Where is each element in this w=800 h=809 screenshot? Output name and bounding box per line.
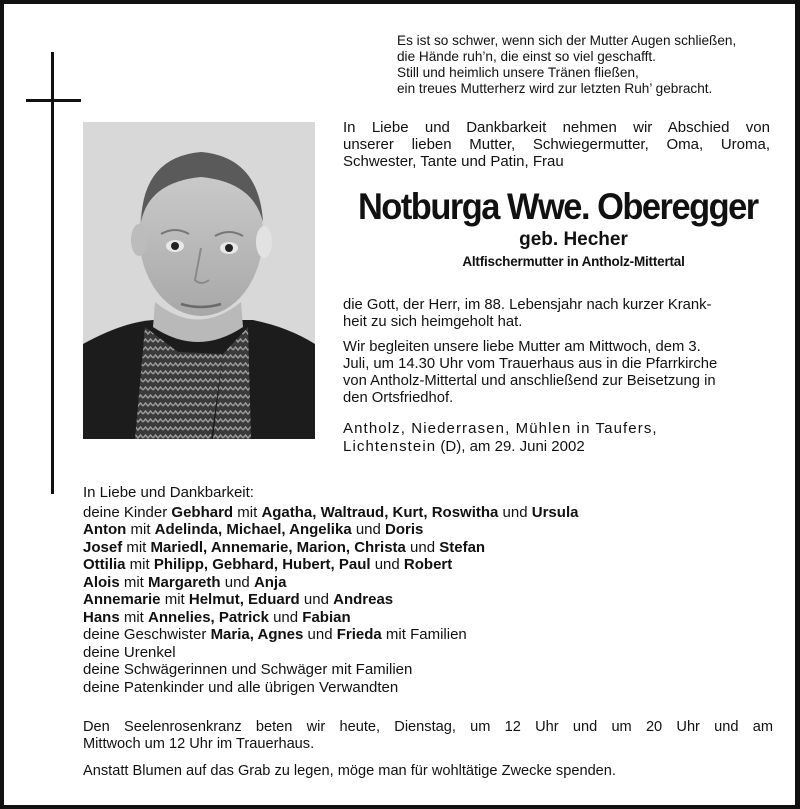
- funeral-line: Wir begleiten unsere liebe Mutter am Mittwoch, dem 3.: [343, 339, 701, 355]
- family-row: [83, 609, 683, 627]
- date-text: (D), am 29. Juni 2002: [436, 438, 585, 455]
- family-names-bold: Ursula: [531, 503, 579, 521]
- family-row: [83, 539, 683, 557]
- family-text: und: [220, 573, 254, 591]
- funeral-notice: [343, 339, 770, 407]
- funeral-line: Juli, um 14.30 Uhr vom Trauerhaus aus in die Pfarrkirche: [343, 356, 718, 372]
- family-header: In Liebe und Dankbarkeit:: [83, 484, 254, 501]
- family-text: deine Geschwister: [83, 626, 211, 643]
- family-text: und: [405, 538, 440, 556]
- maiden-name: geb. Hecher: [519, 229, 628, 250]
- family-text: mit Familien: [381, 626, 467, 643]
- family-text: und: [299, 591, 334, 608]
- family-text: und: [303, 626, 337, 643]
- funeral-line: den Ortsfriedhof.: [343, 390, 454, 406]
- family-names-bold: Anton: [83, 521, 127, 538]
- rosary-line: Mittwoch um 12 Uhr im Trauerhaus.: [83, 736, 315, 752]
- family-text: deine Urenkel: [83, 643, 176, 661]
- family-names-bold: Hans: [83, 608, 120, 626]
- place-line: Antholz, Niederrasen, Mühlen in Taufers,: [343, 420, 658, 437]
- death-notice: [343, 297, 770, 331]
- family-text: mit: [125, 556, 154, 573]
- family-names-bold: Stefan: [439, 538, 486, 556]
- family-names-bold: Andreas: [333, 591, 394, 608]
- rosary-line: Den Seelenrosenkranz beten wir heute, Dienstag, um 12 Uhr und um 20 Uhr und am: [83, 719, 773, 735]
- family-names-bold: Anja: [253, 573, 287, 591]
- death-line: die Gott, der Herr, im 88. Lebensjahr nach kurzer Krank-: [343, 297, 712, 313]
- family-text: mit: [160, 591, 189, 608]
- family-row: [83, 679, 683, 697]
- family-text: mit: [122, 538, 151, 556]
- family-names-bold: Gebhard: [171, 503, 234, 521]
- portrait-photo: [83, 122, 315, 439]
- family-row: [83, 574, 683, 592]
- family-text: und: [498, 503, 532, 521]
- family-text: deine Patenkinder und alle übrigen Verwandten: [83, 678, 399, 696]
- intro-line: unserer lieben Mutter, Schwiegermutter, Oma, Uroma,: [343, 136, 770, 153]
- family-row: [83, 504, 683, 522]
- donation-notice: Anstatt Blumen auf das Grab zu legen, möge man für wohltätige Zwecke spenden.: [83, 763, 616, 779]
- family-names-bold: Josef: [83, 538, 123, 556]
- portrait-image-icon: [83, 122, 315, 439]
- rosary-notice: [83, 719, 773, 753]
- cross-icon-vertical: [51, 52, 54, 494]
- family-text: mit: [126, 521, 155, 538]
- place-date: [343, 420, 770, 456]
- family-list: [83, 484, 683, 696]
- family-names-bold: Margareth: [148, 573, 221, 591]
- family-text: und: [370, 556, 404, 573]
- family-row: [83, 644, 683, 662]
- family-names-bold: Annelies, Patrick: [148, 608, 269, 626]
- cross-icon-horizontal: [26, 99, 81, 102]
- family-row: [83, 556, 683, 574]
- family-row: [83, 626, 683, 644]
- family-names-bold: Mariedl, Annemarie, Marion, Christa: [150, 538, 406, 556]
- family-names-bold: Ottilia: [83, 556, 126, 573]
- intro-line: In Liebe und Dankbarkeit nehmen wir Abschied von: [343, 119, 770, 136]
- family-names-bold: Maria, Agnes: [210, 626, 304, 643]
- family-text: deine Kinder: [83, 503, 172, 521]
- family-names-bold: Annemarie: [83, 591, 161, 608]
- family-text: mit: [119, 608, 149, 626]
- intro-line: Schwester, Tante und Patin, Frau: [343, 153, 564, 170]
- family-names-bold: Philipp, Gebhard, Hubert, Paul: [153, 556, 371, 573]
- family-text: und: [268, 608, 303, 626]
- place-date-line: [343, 438, 770, 456]
- family-text: mit: [119, 573, 149, 591]
- family-row: [83, 591, 683, 609]
- deceased-title: Altfischermutter in Antholz-Mittertal: [462, 254, 685, 269]
- family-row: [83, 661, 683, 679]
- family-text: mit: [233, 503, 262, 521]
- memorial-poem: [397, 33, 792, 97]
- family-names-bold: Adelinda, Michael, Angelika: [154, 521, 352, 538]
- intro-text: [343, 119, 770, 170]
- place-name: Lichtenstein: [343, 438, 437, 455]
- family-row: [83, 521, 683, 539]
- death-line: heit zu sich heimgeholt hat.: [343, 314, 523, 330]
- funeral-line: von Antholz-Mittertal und anschließend zur Beisetzung in: [343, 373, 716, 389]
- poem-line: Es ist so schwer, wenn sich der Mutter Augen schließen,: [397, 33, 737, 48]
- poem-line: die Hände ruh’n, die einst so viel geschafft.: [397, 49, 656, 64]
- family-names-bold: Doris: [385, 521, 424, 538]
- poem-line: Still und heimlich unsere Tränen fließen,: [397, 65, 639, 80]
- family-text: deine Schwägerinnen und Schwäger mit Familien: [83, 661, 413, 678]
- deceased-name: Notburga Wwe. Oberegger: [357, 186, 758, 227]
- family-names-bold: Helmut, Eduard: [188, 591, 300, 608]
- family-text: und: [351, 521, 386, 538]
- family-names-bold: Fabian: [302, 608, 351, 626]
- poem-line: ein treues Mutterherz wird zur letzten Ruh’ gebracht.: [397, 81, 713, 96]
- family-names-bold: Alois: [83, 573, 120, 591]
- family-names-bold: Frieda: [336, 626, 382, 643]
- family-names-bold: Robert: [403, 556, 453, 573]
- family-names-bold: Agatha, Waltraud, Kurt, Roswitha: [261, 503, 499, 521]
